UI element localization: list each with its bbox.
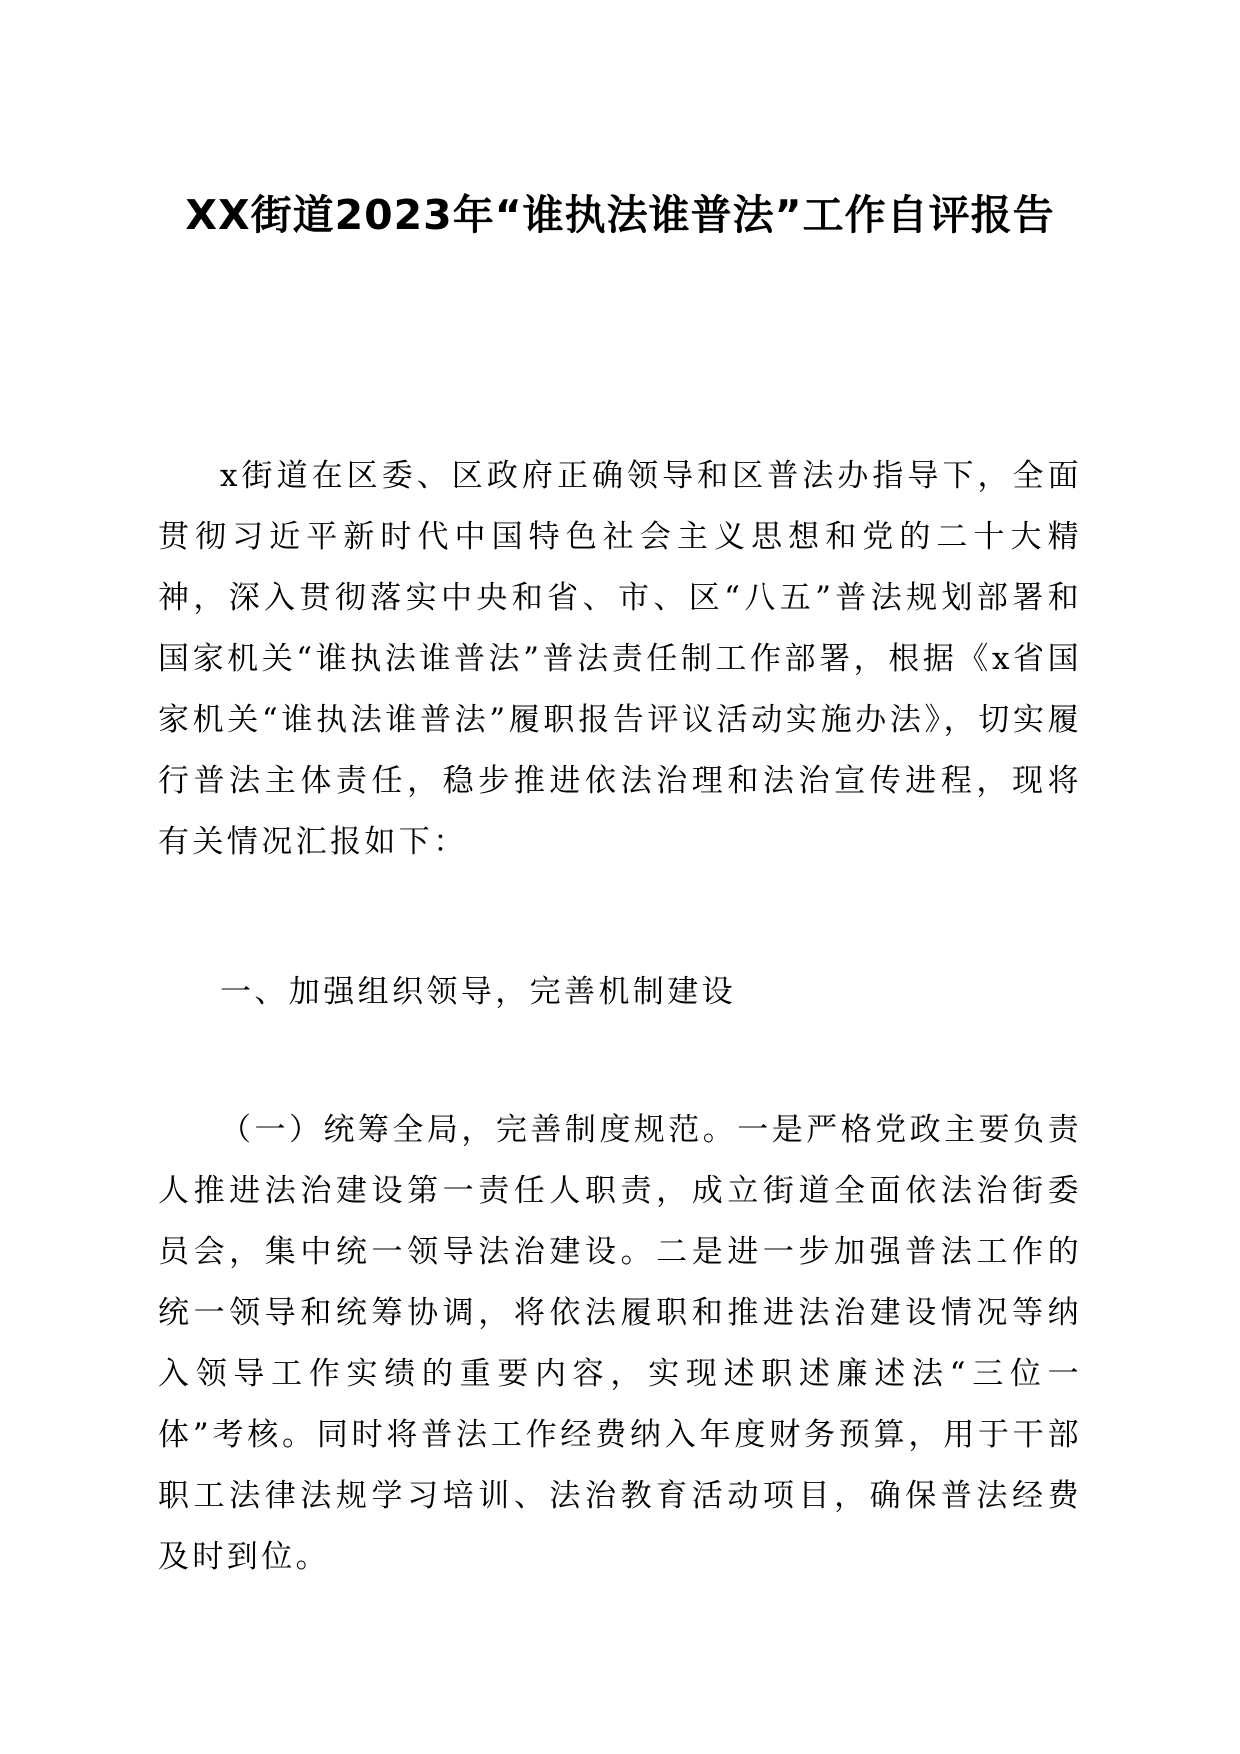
- section-heading: 一、加强组织领导，完善机制建设: [220, 974, 736, 1010]
- document-title: XX街道2023年“谁执法谁普法”工作自评报告: [185, 191, 1055, 239]
- intro-paragraph: x街道在区委、区政府正确领导和区普法办指导下，全面贯彻习近平新时代中国特色社会主义思想和党的二十大精神，深入贯彻落实中央和省、市、区“八五”普法规划部署和国家机关“谁执法谁普法”普法责任制工作部署，根据《x省国家机关“谁执法谁普法”履职报告评议活动实施办法》，切实履行普法主体责任，稳步推进依法治理和法治宣传进程，现将有关情况汇报如下：: [158, 458, 1082, 860]
- body-paragraph: （一）统筹全局，完善制度规范。一是严格党政主要负责人推进法治建设第一责任人职责，成立街道全面依法治街委员会，集中统一领导法治建设。二是进一步加强普法工作的统一领导和统筹协调，将依法履职和推进法治建设情况等纳入领导工作实绩的重要内容，实现述职述廉述法“三位一体”考核。同时将普法工作经费纳入年度财务预算，用于干部职工法律法规学习培训、法治教育活动项目，确保普法经费及时到位。: [158, 1112, 1082, 1575]
